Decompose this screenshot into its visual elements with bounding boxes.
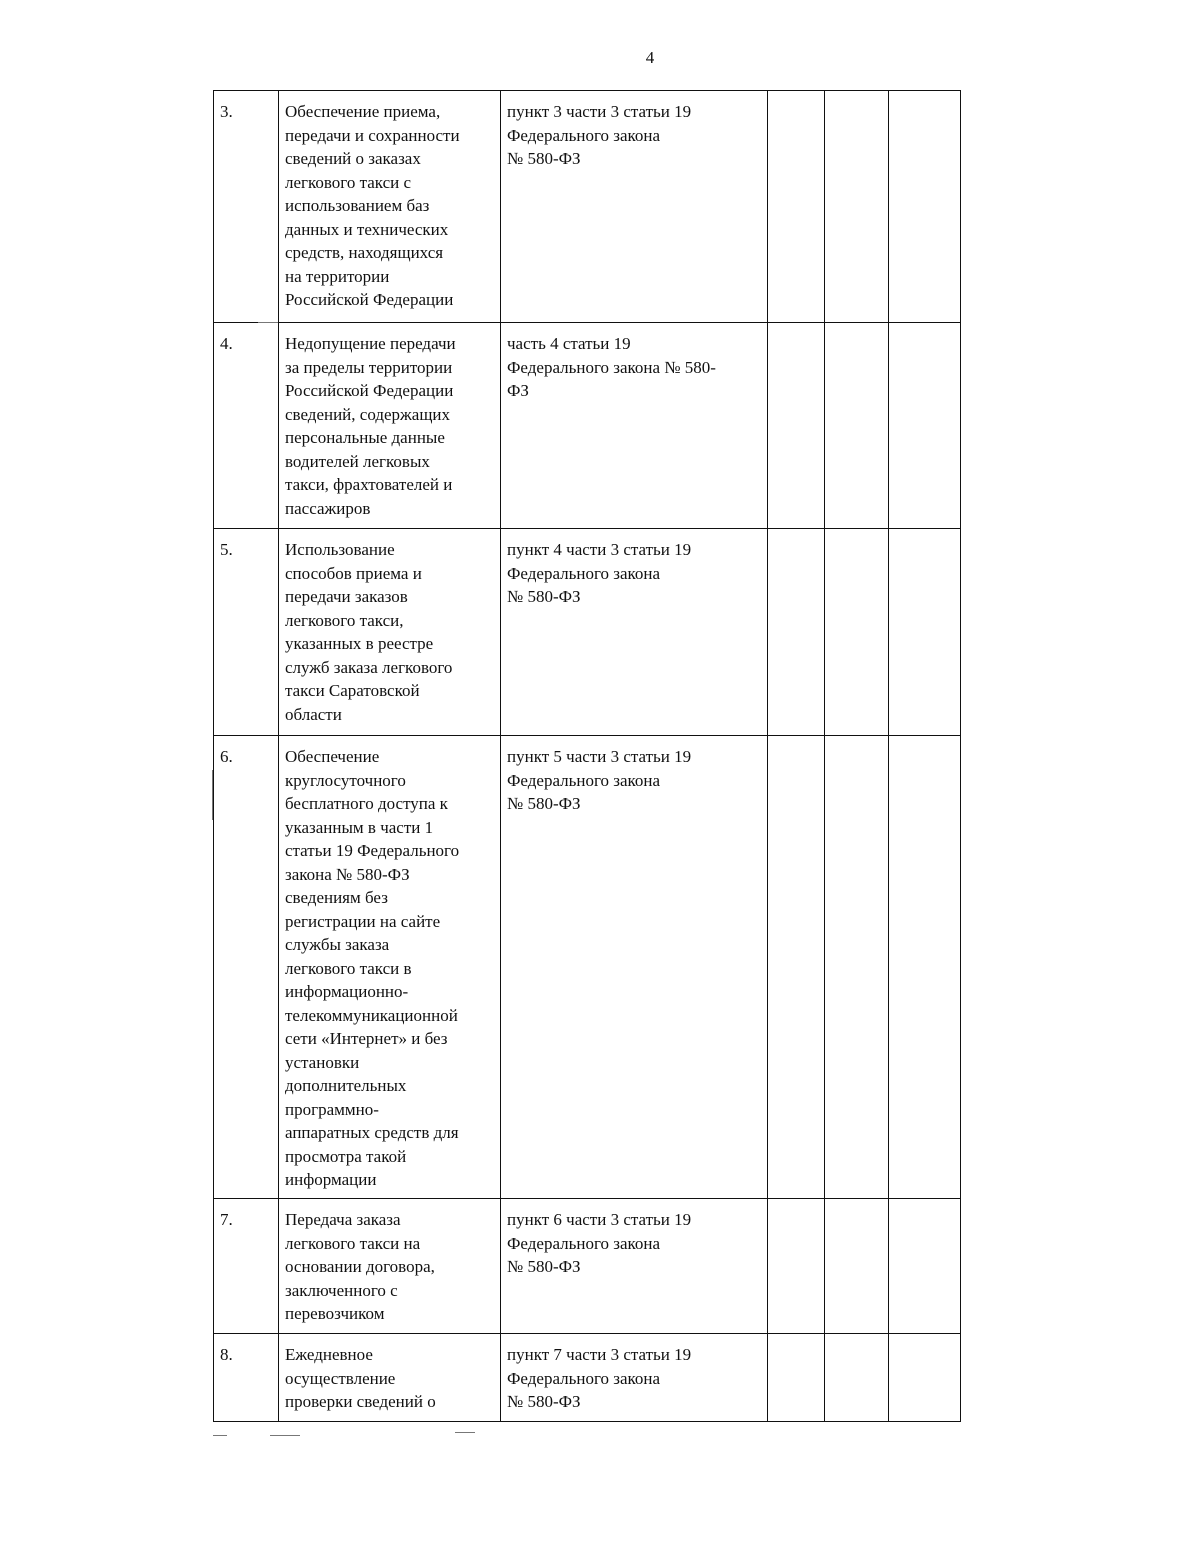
row-number: 7. — [214, 1199, 279, 1334]
requirement-text: Передача заказа легкового такси на основании договора, заключенного с перевозчиком — [279, 1199, 501, 1334]
empty-cell — [889, 736, 961, 1199]
row-number: 4. — [214, 323, 279, 529]
requirement-text: Недопущение передачи за пределы территории Российской Федерации сведений, содержащих персональные данные водителей легковых такси, фрахтователей и пассажиров — [279, 323, 501, 529]
legal-reference: пункт 4 части 3 статьи 19 Федерального закона № 580-ФЗ — [501, 529, 768, 736]
scan-artifact-line — [455, 1432, 475, 1433]
table-row — [214, 736, 961, 1199]
empty-cell — [889, 91, 961, 323]
empty-cell — [825, 1334, 889, 1422]
empty-cell — [825, 323, 889, 529]
empty-cell — [889, 1334, 961, 1422]
empty-cell — [768, 323, 825, 529]
empty-cell — [768, 1199, 825, 1334]
scan-artifact-line — [213, 1435, 227, 1436]
legal-reference: часть 4 статьи 19 Федерального закона № 580- ФЗ — [501, 323, 768, 529]
table-row — [214, 91, 961, 323]
legal-reference: пункт 5 части 3 статьи 19 Федерального закона № 580-ФЗ — [501, 736, 768, 1199]
table-row — [214, 323, 961, 529]
table-row — [214, 1334, 961, 1422]
empty-cell — [825, 736, 889, 1199]
empty-cell — [825, 529, 889, 736]
empty-cell — [889, 1199, 961, 1334]
empty-cell — [768, 529, 825, 736]
empty-cell — [889, 529, 961, 736]
row-number: 6. — [214, 736, 279, 1199]
requirement-text: Ежедневное осуществление проверки сведений о — [279, 1334, 501, 1422]
empty-cell — [768, 1334, 825, 1422]
legal-reference: пункт 7 части 3 статьи 19 Федерального закона № 580-ФЗ — [501, 1334, 768, 1422]
row-number: 3. — [214, 91, 279, 323]
legal-reference: пункт 3 части 3 статьи 19 Федерального закона № 580-ФЗ — [501, 91, 768, 323]
empty-cell — [825, 91, 889, 323]
requirement-text: Использование способов приема и передачи заказов легкового такси, указанных в реестре служб заказа легкового такси Саратовской области — [279, 529, 501, 736]
row-number: 5. — [214, 529, 279, 736]
empty-cell — [768, 736, 825, 1199]
page-number: 4 — [645, 48, 655, 67]
scan-artifact-line — [258, 322, 278, 323]
requirement-text: Обеспечение круглосуточного бесплатного доступа к указанным в части 1 статьи 19 Федерального закона № 580-ФЗ сведениям без регистрации на сайте службы заказа легкового такси в информационно- телекоммуникационной сети «Интернет» и без установки дополнительных программно- аппаратных средств для просмотра такой информации — [279, 736, 501, 1199]
scan-artifact-line — [212, 770, 213, 820]
legal-reference: пункт 6 части 3 статьи 19 Федерального закона № 580-ФЗ — [501, 1199, 768, 1334]
empty-cell — [889, 323, 961, 529]
row-number: 8. — [214, 1334, 279, 1422]
table-row — [214, 1199, 961, 1334]
empty-cell — [768, 91, 825, 323]
empty-cell — [825, 1199, 889, 1334]
checklist-table — [213, 90, 961, 1422]
requirement-text: Обеспечение приема, передачи и сохранности сведений о заказах легкового такси с использованием баз данных и технических средств, находящихся на территории Российской Федерации — [279, 91, 501, 323]
scan-artifact-line — [270, 1435, 300, 1436]
table-row — [214, 529, 961, 736]
